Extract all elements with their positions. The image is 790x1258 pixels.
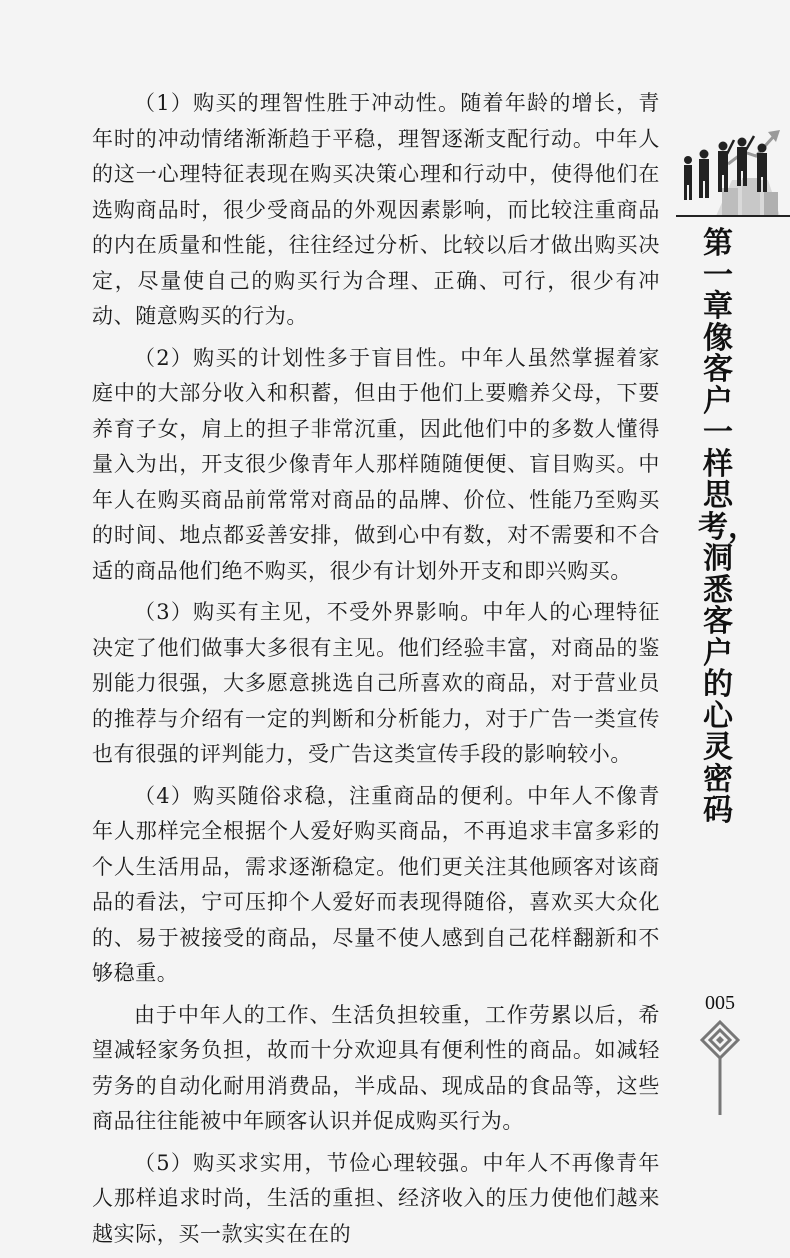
page-ornament-icon bbox=[698, 1018, 742, 1115]
chapter-sidebar bbox=[676, 0, 790, 1115]
paragraph-3: （3）购买有主见，不受外界影响。中年人的心理特征决定了他们做事大多很有主见。他们经验丰富，对商品的鉴别能力很强，大多愿意挑选自己所喜欢的商品，对于营业员的推荐与介绍有一定的判断和分析能力，对于广告一类宣传也有很强的评判能力，受广告这类宣传手段的影响较小。 bbox=[92, 600, 660, 766]
paragraph-4: （4）购买随俗求稳，注重商品的便利。中年人不像青年人那样完全根据个人爱好购买商品，不再追求丰富多彩的个人生活用品，需求逐渐稳定。他们更关注其他顾客对该商品的看法，宁可压抑个人爱好而表现得随俗，喜欢买大众化的、易于被接受的商品，尽量不使人感到自己花样翻新和不够稳重。 bbox=[92, 783, 660, 985]
paragraph-1: （1）购买的理智性胜于冲动性。随着年龄的增长，青年时的冲动情绪渐渐趋于平稳，理智逐渐支配行动。中年人的这一心理特征表现在购买决策心理和行动中，使得他们在选购商品时，很少受商品的外观因素影响，而比较注重商品的内在质量和性能，往往经过分析、比较以后才做出购买决定，尽量使自己的购买行为合理、正确、可行，很少有冲动、随意购买的行为。 bbox=[92, 91, 660, 328]
page-body bbox=[92, 86, 660, 1258]
paragraph-2: （2）购买的计划性多于盲目性。中年人虽然掌握着家庭中的大部分收入和积蓄，但由于他们上要赡养父母，下要养育子女，肩上的担子非常沉重，因此他们中的多数人懂得量入为出，开支很少像青年人那样随随便便、盲目购买。中年人在购买商品前常常对商品的品牌、价位、性能乃至购买的时间、地点都妥善安排，做到心中有数，对不需要和不合适的商品他们绝不购买，很少有计划外开支和即兴购买。 bbox=[92, 345, 660, 583]
page-number: 005 bbox=[705, 992, 735, 1014]
header-rule bbox=[676, 215, 790, 217]
paragraph-6: （5）购买求实用，节俭心理较强。中年人不再像青年人那样追求时尚，生活的重担、经济收入的压力使他们越来越实际，买一款实实在在的 bbox=[92, 1150, 660, 1246]
business-team-illustration bbox=[676, 118, 790, 216]
paragraph-5: 由于中年人的工作、生活负担较重，工作劳累以后，希望减轻家务负担，故而十分欢迎具有便利性的商品。如减轻劳务的自动化耐用消费品，半成品、现成品的食品等，这些商品往往能被中年顾客认识并促成购买行为。 bbox=[92, 1002, 660, 1133]
chapter-title: 第一章 像客户一样思考，洞悉客户的心灵密码 bbox=[698, 226, 763, 828]
